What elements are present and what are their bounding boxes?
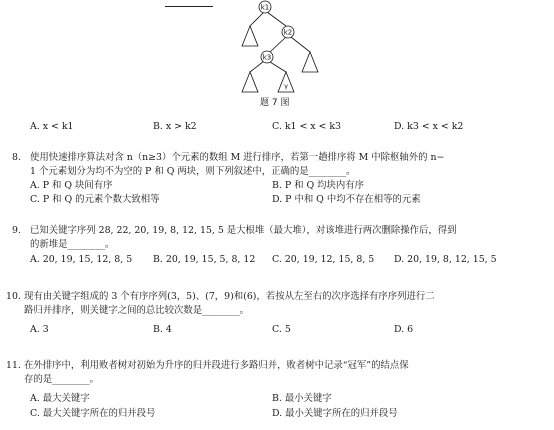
q10-option-a[interactable]	[30, 324, 49, 336]
q11-option-b[interactable]	[272, 393, 332, 405]
option-label: D.	[272, 194, 283, 205]
option-text: 20, 19, 12, 15, 8, 5	[284, 254, 375, 265]
option-text: k1 < x < k3	[284, 121, 342, 132]
q10-option-b[interactable]	[153, 324, 172, 336]
option-label: A.	[30, 324, 40, 335]
leaf-label: γ	[284, 82, 288, 90]
figure-caption: 题 7 图	[260, 98, 290, 108]
q9-option-b[interactable]	[153, 254, 255, 266]
q7-option-a[interactable]	[30, 121, 74, 133]
q10-stem-line-1: 现有由关键字组成的 3 个有序序列(3，5)、(7，9)和(6)，若按从左至右的次序选择有序序列进行二	[24, 291, 435, 302]
option-label: B.	[153, 254, 163, 265]
option-label: D.	[272, 408, 283, 419]
svg-text:k3: k3	[262, 53, 272, 62]
q11-stem-line-1: 在外排序中，利用败者树对初始为升序的归并段进行多路归并，败者树中记录“冠军”的结点保	[24, 360, 409, 371]
q9-option-a[interactable]	[30, 254, 132, 266]
option-text: k3 < x < k2	[407, 121, 464, 132]
q9-number: 9.	[12, 225, 21, 236]
option-label: A.	[30, 393, 40, 404]
option-label: C.	[272, 324, 282, 335]
option-label: C.	[30, 194, 40, 205]
q11-number: 11.	[6, 360, 21, 371]
q11-stem-line-2: 存的是________。	[24, 374, 100, 385]
option-text: 20, 19, 8, 12, 15, 5	[407, 254, 497, 265]
option-label: D.	[394, 254, 405, 265]
tree-node-k2	[282, 26, 294, 38]
q8-option-c[interactable]	[30, 194, 160, 206]
option-text: 3	[42, 324, 49, 335]
option-text: P 中和 Q 中均不存在相等的元素	[285, 194, 421, 205]
q10-option-c[interactable]	[272, 324, 291, 336]
q7-option-d[interactable]	[394, 121, 463, 133]
option-text: 最小关键字所在的归并段号	[285, 408, 398, 419]
q8-stem-line-1: 使用快速排序算法对含 n（n≥3）个元素的数组 M 进行排序，若第一趟排序将 M 中除枢轴外的 n−	[30, 152, 445, 163]
option-label: D.	[394, 324, 405, 335]
q9-option-d[interactable]	[394, 254, 497, 266]
option-label: A.	[30, 180, 40, 191]
q7-option-b[interactable]	[153, 121, 197, 133]
option-label: B.	[272, 180, 282, 191]
q11-option-d[interactable]	[272, 408, 398, 420]
option-label: C.	[30, 408, 40, 419]
option-text: 5	[284, 324, 291, 335]
q8-option-b[interactable]	[272, 180, 364, 192]
q9-stem-line-2: 的新堆是________。	[30, 239, 115, 250]
option-text: P 和 Q 均块内有序	[284, 180, 365, 191]
q10-stem-line-2: 路归并排序，则关键字之间的总比较次数是________。	[24, 305, 250, 316]
q10-option-d[interactable]	[394, 324, 413, 336]
option-label: A.	[30, 121, 40, 132]
q10-number: 10.	[6, 291, 21, 302]
option-label: D.	[394, 121, 405, 132]
option-text: 4	[165, 324, 172, 335]
option-text: 20, 19, 15, 5, 8, 12	[165, 254, 256, 265]
subtree-triangle	[242, 26, 258, 46]
tree-node-k3	[261, 51, 273, 63]
q8-option-a[interactable]	[30, 180, 113, 192]
option-text: x > k2	[165, 121, 197, 132]
option-label: B.	[153, 324, 163, 335]
option-text: x < k1	[42, 121, 74, 132]
option-label: C.	[272, 121, 282, 132]
option-text: 最大关键字所在的归并段号	[42, 408, 156, 419]
option-text: P 和 Q 的元素个数大致相等	[42, 194, 160, 205]
subtree-triangle	[302, 52, 318, 72]
q11-option-c[interactable]	[30, 408, 155, 420]
option-text: 6	[407, 324, 414, 335]
svg-text:k2: k2	[283, 28, 293, 37]
option-text: 最大关键字	[42, 393, 90, 404]
option-text: 最小关键字	[284, 393, 332, 404]
tree-node-k1	[259, 1, 271, 13]
option-text: P 和 Q 块间有序	[42, 180, 113, 191]
subtree-triangle	[242, 72, 258, 92]
prev-question-blank	[165, 0, 213, 11]
q9-stem-line-1: 已知关键字序列 28, 22, 20, 19, 8, 12, 15, 5 是大根堆（最大堆），对该堆进行两次删除操作后，得到	[30, 225, 457, 236]
q9-option-c[interactable]	[272, 254, 374, 266]
q8-number: 8.	[12, 152, 21, 163]
q11-option-a[interactable]	[30, 393, 90, 405]
option-label: A.	[30, 254, 40, 265]
q8-option-d[interactable]	[272, 194, 421, 206]
option-label: C.	[272, 254, 282, 265]
q8-stem-line-2: 1 个元素划分为均不为空的 P 和 Q 两块，则下列叙述中，正确的是________。	[30, 166, 356, 177]
svg-text:k1: k1	[260, 3, 270, 12]
binary-tree-figure	[226, 0, 336, 100]
option-text: 20, 19, 15, 12, 8, 5	[42, 254, 133, 265]
q7-option-c[interactable]	[272, 121, 341, 133]
option-label: B.	[272, 393, 282, 404]
option-label: B.	[153, 121, 163, 132]
